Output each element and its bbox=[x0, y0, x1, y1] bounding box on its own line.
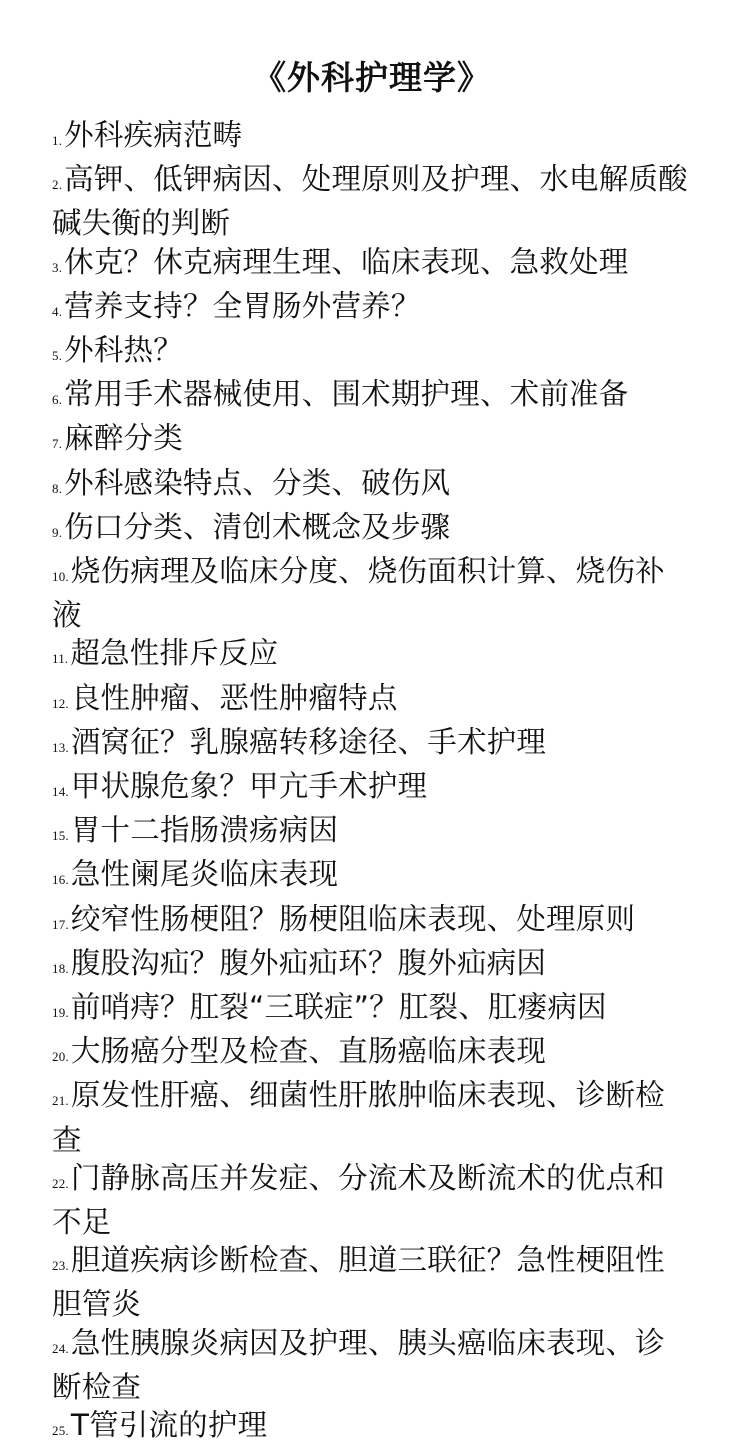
item-number: 18. bbox=[52, 960, 69, 976]
item-number: 24. bbox=[52, 1340, 69, 1356]
item-number: 2. bbox=[52, 177, 63, 193]
item-text: 常用手术器械使用、围术期护理、术前准备 bbox=[64, 377, 629, 412]
list-item bbox=[52, 464, 692, 508]
item-number: 20. bbox=[52, 1049, 69, 1065]
list-item bbox=[52, 767, 692, 811]
item-number: 1. bbox=[52, 133, 63, 148]
item-number: 10. bbox=[52, 569, 69, 585]
item-number: 4. bbox=[52, 303, 63, 319]
topic-list bbox=[52, 116, 692, 1450]
item-number: 8. bbox=[52, 480, 63, 496]
list-item bbox=[52, 1241, 692, 1323]
list-item bbox=[52, 508, 692, 552]
item-text: 营养支持？全胃肠外营养？ bbox=[64, 288, 421, 323]
item-number: 7. bbox=[52, 436, 63, 452]
list-item bbox=[52, 1406, 692, 1450]
list-item bbox=[52, 679, 692, 723]
item-number: 12. bbox=[52, 695, 69, 711]
item-text: 急性阑尾炎临床表现 bbox=[70, 857, 339, 892]
list-item bbox=[52, 552, 692, 634]
item-text: 良性肿瘤、恶性肿瘤特点 bbox=[70, 680, 398, 715]
item-number: 5. bbox=[52, 348, 63, 364]
document-title: 《外科护理学》 bbox=[253, 58, 491, 97]
item-number: 19. bbox=[52, 1005, 69, 1021]
item-number: 14. bbox=[52, 784, 69, 800]
item-text: 急性胰腺炎病因及护理、胰头癌临床表现、诊断检查 bbox=[52, 1325, 665, 1404]
item-text: 腹股沟疝？腹外疝疝环？腹外疝病因 bbox=[70, 945, 547, 980]
item-text: 门静脉高压并发症、分流术及断流术的优点和不足 bbox=[52, 1160, 665, 1240]
item-number: 16. bbox=[52, 872, 69, 888]
item-number: 25. bbox=[52, 1423, 69, 1439]
list-item bbox=[52, 855, 692, 899]
list-item bbox=[52, 723, 692, 767]
list-item bbox=[52, 944, 692, 988]
item-text: 高钾、低钾病因、处理原则及护理、水电解质酸碱失衡的判断 bbox=[52, 162, 688, 241]
item-number: 6. bbox=[52, 392, 63, 408]
item-text: 胃十二指肠溃疡病因 bbox=[70, 813, 339, 848]
item-number: 3. bbox=[52, 259, 63, 275]
item-text: 麻醉分类 bbox=[64, 421, 183, 456]
list-item bbox=[52, 375, 692, 419]
item-text: 胆道疾病诊断检查、胆道三联征？急性梗阻性胆管炎 bbox=[52, 1243, 665, 1322]
item-text: 外科疾病范畴 bbox=[64, 118, 243, 152]
item-text: T管引流的护理 bbox=[70, 1408, 268, 1443]
item-number: 17. bbox=[52, 916, 69, 932]
item-text: 休克？休克病理生理、临床表现、急救处理 bbox=[64, 244, 629, 279]
list-item bbox=[52, 331, 692, 375]
list-item bbox=[52, 634, 692, 678]
list-item bbox=[52, 160, 692, 242]
item-number: 22. bbox=[52, 1175, 69, 1191]
item-number: 15. bbox=[52, 828, 69, 844]
list-item bbox=[52, 419, 692, 463]
list-item bbox=[52, 1159, 692, 1241]
item-text: 大肠癌分型及检查、直肠癌临床表现 bbox=[70, 1034, 547, 1069]
list-item bbox=[52, 811, 692, 855]
item-text: 伤口分类、清创术概念及步骤 bbox=[64, 509, 451, 544]
list-item bbox=[52, 900, 692, 944]
item-text: 原发性肝癌、细菌性肝脓肿临床表现、诊断检查 bbox=[52, 1078, 665, 1157]
item-text: 前哨痔？肛裂“三联症”？肛裂、肛瘘病因 bbox=[70, 990, 607, 1025]
list-item bbox=[52, 287, 692, 331]
list-item bbox=[52, 1076, 692, 1158]
item-text: 超急性排斥反应 bbox=[70, 636, 279, 671]
item-text: 甲状腺危象？甲亢手术护理 bbox=[70, 769, 428, 804]
list-item bbox=[52, 243, 692, 287]
item-number: 11. bbox=[52, 651, 69, 667]
item-number: 9. bbox=[52, 524, 63, 540]
item-number: 23. bbox=[52, 1258, 69, 1274]
list-item bbox=[52, 1032, 692, 1076]
item-text: 酒窝征？乳腺癌转移途径、手术护理 bbox=[70, 724, 547, 759]
list-item bbox=[52, 1324, 692, 1406]
item-text: 外科热？ bbox=[64, 333, 183, 368]
list-item bbox=[52, 988, 692, 1032]
item-number: 13. bbox=[52, 739, 69, 755]
item-text: 外科感染特点、分类、破伤风 bbox=[64, 465, 451, 500]
item-text: 绞窄性肠梗阻？肠梗阻临床表现、处理原则 bbox=[70, 901, 636, 936]
item-number: 21. bbox=[52, 1093, 69, 1109]
item-text: 烧伤病理及临床分度、烧伤面积计算、烧伤补液 bbox=[52, 554, 665, 633]
list-item bbox=[52, 116, 692, 160]
